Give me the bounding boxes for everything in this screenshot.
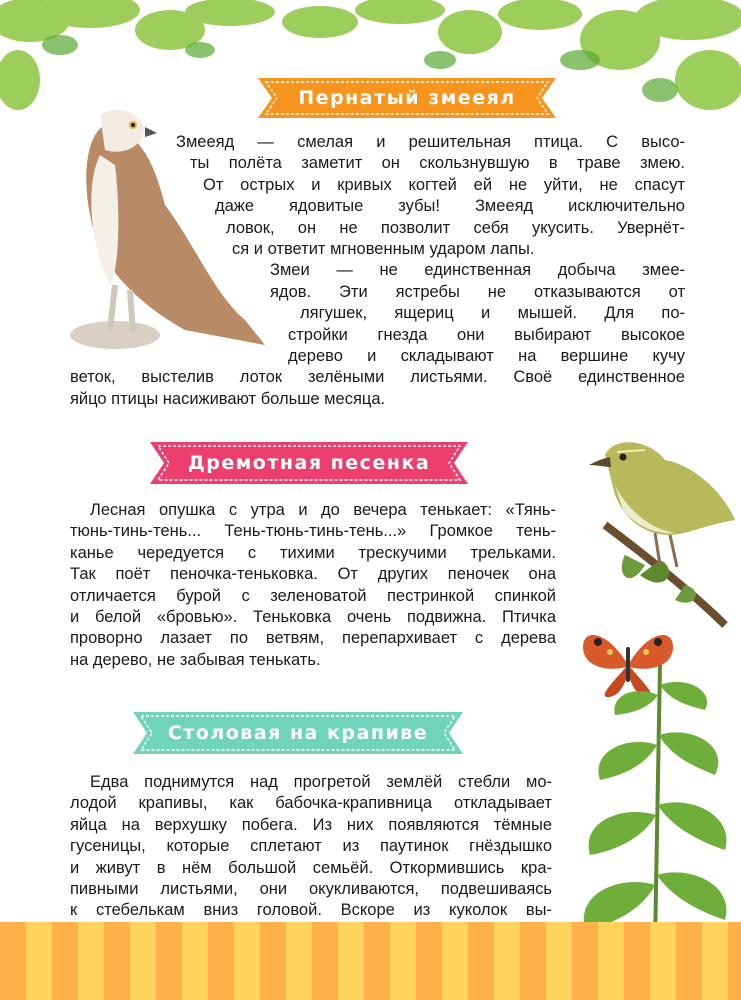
text-line: лягушек, ящериц и мышей. Для по- (300, 304, 685, 323)
nettle-illustration (565, 665, 741, 945)
text-line: даже ядовитые зубы! Змееяд исключительно (215, 197, 685, 216)
text-line: ты полёта заметит он скользнувшую в траве змею. (190, 154, 685, 173)
text-line: лодой крапивы, как бабочка-крапивница откладывает (70, 794, 552, 813)
section-text (70, 500, 556, 671)
section-title-banner (258, 78, 556, 118)
section-title: Столовая на крапиве (167, 722, 429, 744)
text-line: гусеницы, которые сплетают из паутинок гнёздышко (70, 837, 552, 856)
text-line: Змеи — не единственная добыча змее- (270, 261, 685, 280)
text-line: канье чередуется с тихими трескучими трельками. (70, 543, 556, 562)
text-line: Так поёт пеночка-теньковка. От других пеночек она (70, 565, 556, 584)
text-line: ся и ответит мгновенным ударом лапы. (232, 240, 535, 259)
section-text (70, 772, 552, 922)
text-line: на дерево, не забывая тенькать. (70, 650, 321, 669)
text-line: проворно лазает по ветвям, перепархивает с дерева (70, 629, 556, 648)
text-line: стройки гнезда они выбирают высокое (288, 325, 685, 344)
section-title-banner (133, 712, 463, 754)
text-line: Едва поднимутся над прогретой землёй стебли мо- (90, 773, 552, 791)
text-line: пивными листьями, они окукливаются, подвешиваясь (70, 880, 552, 899)
text-line: и живут в нём большой семьёй. Откормившись кра- (70, 858, 552, 877)
text-line: дерево и складывают на вершине кучу (288, 347, 685, 366)
text-line: к стебелькам вниз головой. Вскоре из куколок вы- (70, 901, 552, 920)
section-text (70, 132, 685, 410)
text-line: и белой «бровью». Теньковка очень подвижна. Птичка (70, 608, 556, 627)
text-line: тюнь-тинь-тень... Тень-тюнь-тинь-тень...» Громкое тень- (70, 522, 556, 541)
text-line: Лесная опушка с утра и до вечера тенькает: «Тянь- (90, 501, 556, 519)
text-line: ядов. Эти ястребы не отказываются от (270, 282, 685, 301)
text-line: яйцо птицы насиживают больше месяца. (70, 389, 386, 408)
section-title-banner (150, 442, 468, 484)
section-title: Пернатый змееял (298, 87, 516, 109)
text-line: Змееяд — смелая и решительная птица. С высо- (176, 133, 685, 151)
wood-warbler-illustration (585, 425, 741, 635)
text-line: ловок, он не позволит себя укусить. Увернёт- (226, 218, 685, 237)
text-line: веток, выстелив лоток зелёными листьями. Своё единственное (70, 368, 685, 387)
text-line: яйца на верхушку побега. Из них появляются тёмные (70, 815, 552, 834)
text-line: От острых и кривых когтей ей не уйти, не спасут (203, 175, 685, 194)
section-title: Дремотная песенка (187, 452, 431, 474)
text-line: отличается бурой с зеленоватой пестринкой спинкой (70, 586, 556, 605)
bottom-stripe-decoration (0, 922, 741, 1000)
